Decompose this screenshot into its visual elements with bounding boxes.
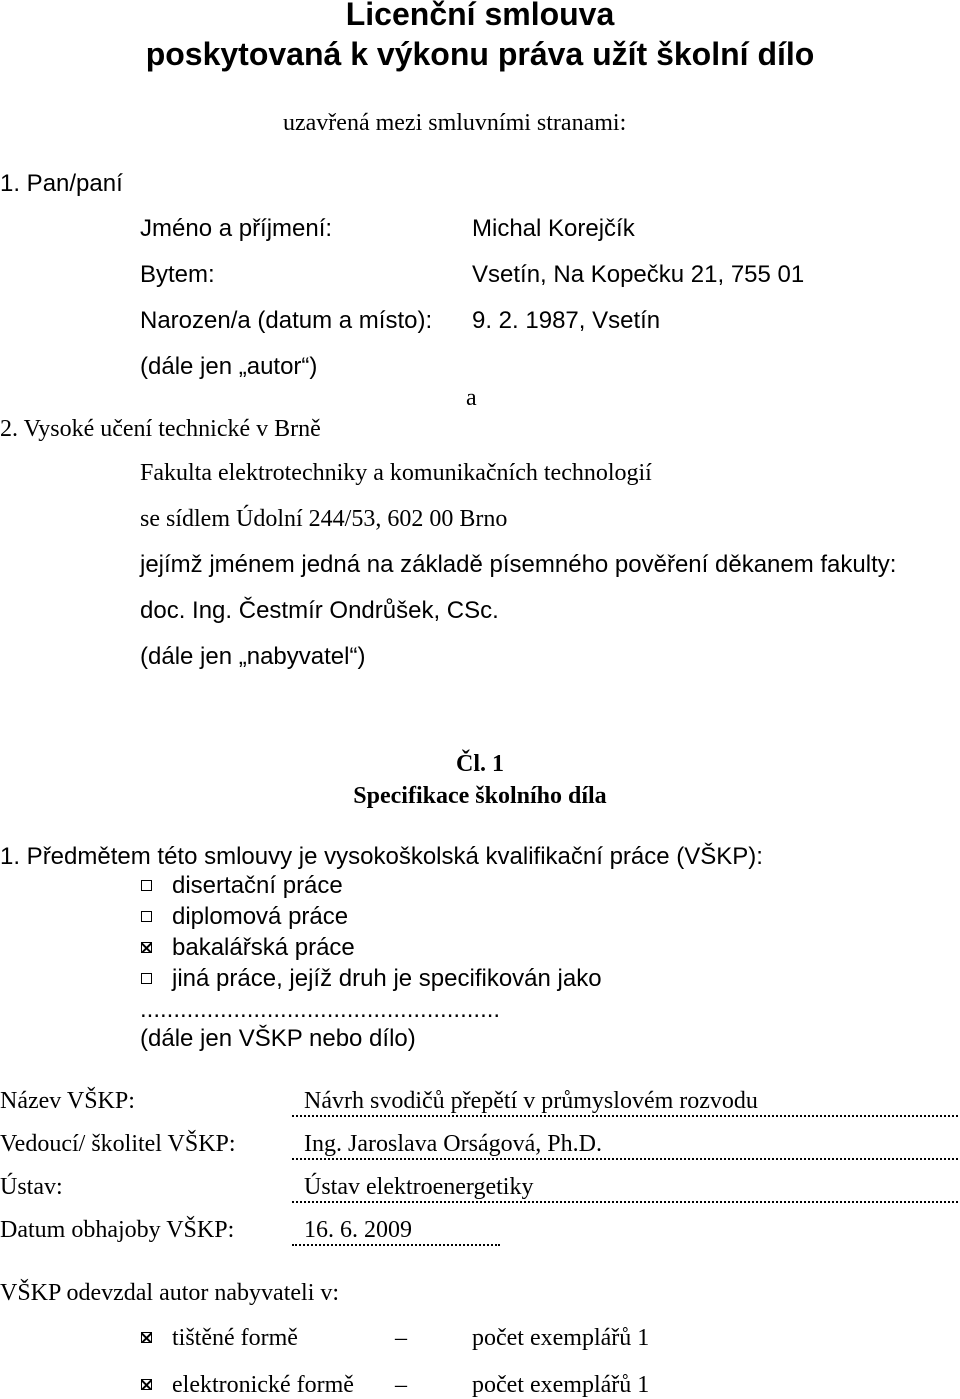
conjunction: a (466, 385, 477, 411)
work-title-value: Návrh svodičů přepětí v průmyslovém rozvodu (304, 1088, 758, 1114)
institute-underline (292, 1201, 958, 1203)
supervisor-value: Ing. Jaroslava Orságová, Ph.D. (304, 1131, 602, 1157)
subject-intro: 1. Předmětem této smlouvy je vysokoškolská kvalifikační práce (VŠKP): (0, 843, 763, 870)
name-label: Jméno a příjmení: (140, 215, 333, 242)
handover-intro: VŠKP odevzdal autor nabyvateli v: (0, 1280, 340, 1306)
acting-on-behalf: jejímž jménem jedná na základě písemného pověření děkanem fakulty: (140, 551, 897, 578)
document-title-line1: Licenční smlouva (345, 0, 615, 32)
party2-heading: 2. Vysoké učení technické v Brně (0, 416, 321, 442)
name-value: Michal Korejčík (472, 215, 635, 242)
work-title-underline (292, 1115, 958, 1117)
checkbox-dissertation[interactable] (141, 880, 152, 891)
author-alias: (dále jen „autor“) (140, 353, 318, 380)
work-title-label: Název VŠKP: (0, 1088, 135, 1114)
work-alias: (dále jen VŠKP nebo dílo) (140, 1025, 416, 1052)
option-bachelor: bakalářská práce (172, 934, 355, 961)
institute-label: Ústav: (0, 1174, 63, 1200)
checkbox-printed[interactable] (141, 1332, 152, 1343)
institute-value: Ústav elektroenergetiky (304, 1174, 534, 1200)
party1-heading: 1. Pan/paní (0, 170, 123, 197)
printed-form-count: počet exemplářů 1 (472, 1325, 650, 1351)
born-value: 9. 2. 1987, Vsetín (472, 307, 661, 334)
supervisor-underline (292, 1158, 958, 1160)
defense-date-underline (292, 1244, 500, 1246)
article-title: Specifikace školního díla (353, 783, 607, 809)
acquirer-alias: (dále jen „nabyvatel“) (140, 643, 366, 670)
defense-date-value: 16. 6. 2009 (304, 1217, 412, 1243)
supervisor-label: Vedoucí/ školitel VŠKP: (0, 1131, 236, 1157)
printed-form-dash: – (395, 1325, 407, 1351)
electronic-form-dash: – (395, 1372, 407, 1398)
article-number: Čl. 1 (456, 751, 504, 777)
option-other: jiná práce, jejíž druh je specifikován jako (172, 965, 602, 992)
checkbox-diploma[interactable] (141, 911, 152, 922)
electronic-form-label: elektronické formě (172, 1372, 354, 1398)
printed-form-label: tištěné formě (172, 1325, 298, 1351)
checkbox-electronic[interactable] (141, 1379, 152, 1390)
checkbox-bachelor[interactable] (141, 942, 152, 953)
address-label: Bytem: (140, 261, 215, 288)
address-value: Vsetín, Na Kopečku 21, 755 01 (472, 261, 805, 288)
option-diploma: diplomová práce (172, 903, 349, 930)
document-title-line2: poskytovaná k výkonu práva užít školní dílo (145, 36, 815, 72)
faculty: Fakulta elektrotechniky a komunikačních technologií (140, 460, 652, 486)
electronic-form-count: počet exemplářů 1 (472, 1372, 650, 1398)
authorized-person: doc. Ing. Čestmír Ondrůšek, CSc. (140, 597, 499, 624)
option-dissertation: disertační práce (172, 872, 343, 899)
intro-text: uzavřená mezi smluvními stranami: (283, 110, 627, 136)
seat: se sídlem Údolní 244/53, 602 00 Brno (140, 506, 508, 532)
other-dots: ...................................................... (140, 996, 501, 1023)
checkbox-other[interactable] (141, 973, 152, 984)
defense-date-label: Datum obhajoby VŠKP: (0, 1217, 235, 1243)
born-label: Narozen/a (datum a místo): (140, 307, 433, 334)
